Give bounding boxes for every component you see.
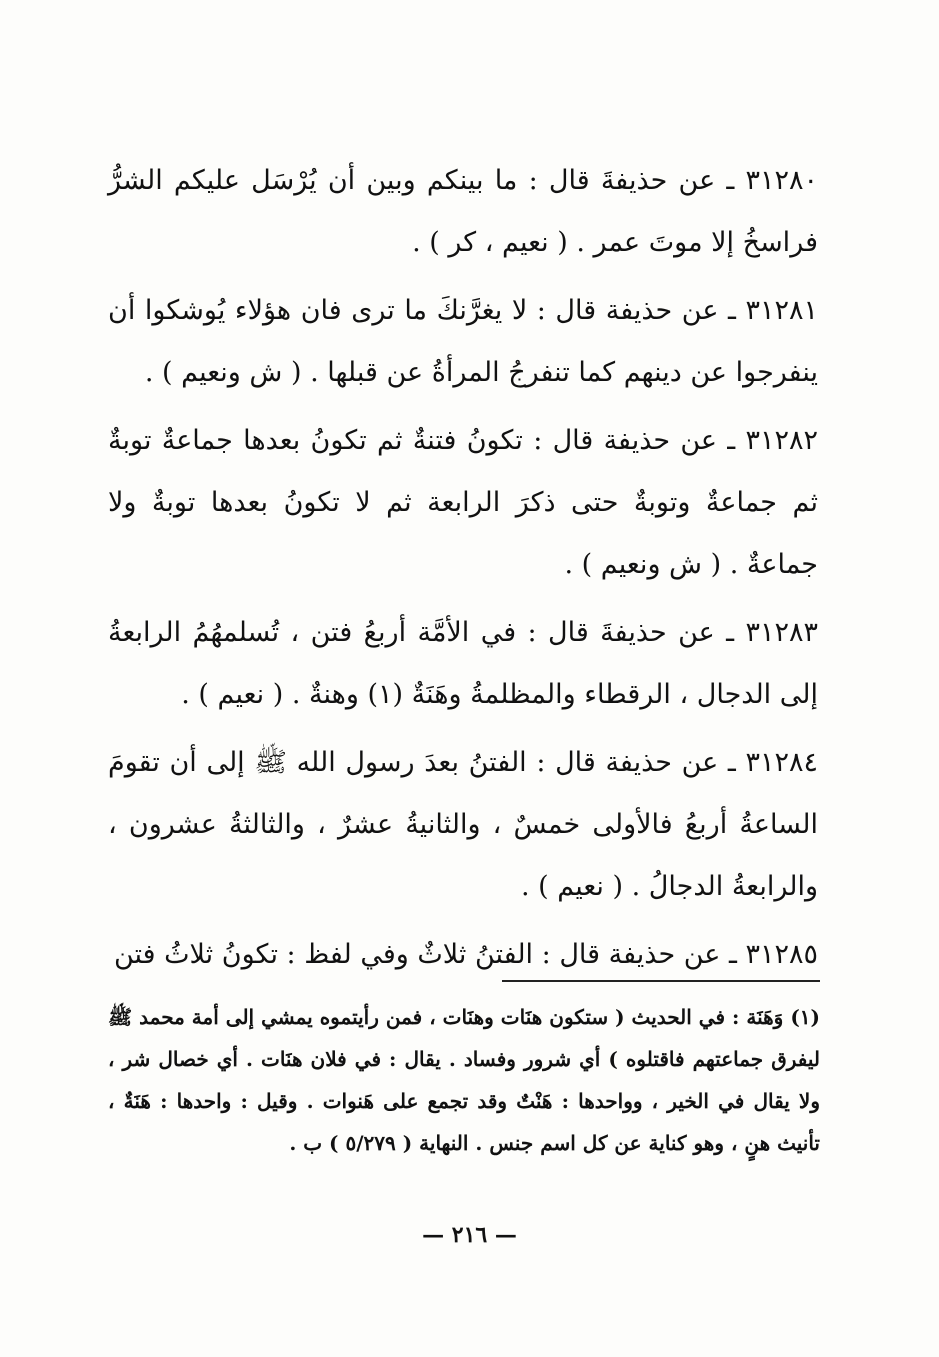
hadith-31285: ٣١٢٨٥ ـ عن حذيفة قال : الفتنُ ثلاثٌ وفي لفظ : تكونُ ثلاثُ فتن: [113, 939, 818, 970]
footnote-1: (١) وَهَنَة : في الحديث ( ستكون هنَات وهنَات ، فمن رأيتموه يمشي إلى أمة محمد ﷺ ليفرق جماعتهم فاقتلوه ) أي شرور وفساد . يقال : في فلان هنَات . أي خصال شر ، ولا يقال في الخير ، وواحدها : هَنْتٌ وقد تجمع على هَنوات . وقيل : واحدها : هَنَةٌ ، تأنيث هنٍ ، وهو كناية عن كل اسم جنس . النهاية ( ٥/٢٧٩ ) ب .: [108, 1005, 820, 1155]
footnote-divider: [502, 980, 820, 982]
footnotes: [108, 996, 820, 1164]
hadith-31284: ٣١٢٨٤ ـ عن حذيفة قال : الفتنُ بعدَ رسول الله ﷺ إلى أن تقومَ الساعةُ أربعُ فالأولى خمسٌ ، والثانيةُ عشرٌ ، والثالثةُ عشرون ، والرابعةُ الدجالُ . ( نعيم ) .: [108, 747, 818, 902]
hadith-31280: ٣١٢٨٠ ـ عن حذيفةَ قال : ما بينكم وبين أن يُرْسَل عليكم الشرُّ فراسخُ إلا موتَ عمر . ( نعيم ، كر ) .: [108, 165, 818, 258]
main-text: [108, 150, 818, 992]
page-number: — ٢١٦ —: [422, 1222, 517, 1248]
hadith-31282: ٣١٢٨٢ ـ عن حذيفة قال : تكونُ فتنةٌ ثم تكونُ بعدها جماعةٌ توبةٌ ثم جماعةٌ وتوبةٌ حتى ذكرَ الرابعة ثم لا تكونُ بعدها توبةٌ ولا جماعةٌ . ( ش ونعيم ) .: [108, 425, 818, 580]
hadith-31283: ٣١٢٨٣ ـ عن حذيفةَ قال : في الأمَّة أربعُ فتن ، تُسلمهُمُ الرابعةُ إلى الدجال ، الرقطاء والمظلمةُ وهَنَةٌ (١) وهنةٌ . ( نعيم ) .: [108, 617, 818, 710]
hadith-31281: ٣١٢٨١ ـ عن حذيفة قال : لا يغرَّنكَ ما ترى فان هؤلاء يُوشكوا أن ينفرجوا عن دينهم كما تنفرجُ المرأةُ عن قبلها . ( ش ونعيم ) .: [108, 295, 818, 388]
